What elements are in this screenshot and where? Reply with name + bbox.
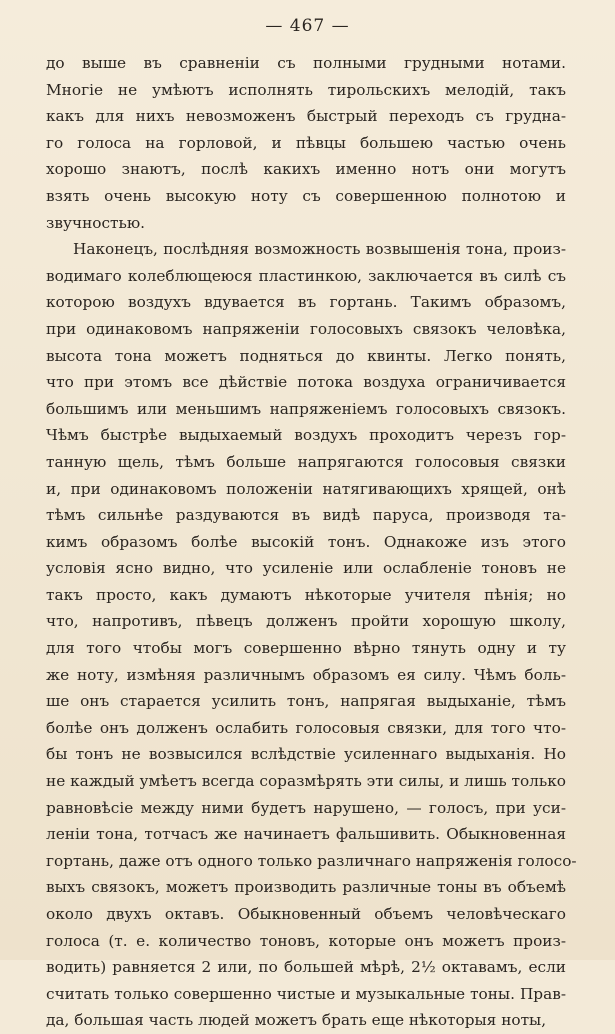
text-line: выхъ связокъ, можетъ производить различные тоны въ объемѣ [46, 878, 566, 897]
text-line: которою воздухъ вдувается въ гортань. Такимъ образомъ, [46, 293, 566, 312]
text-line: же ноту, измѣняя различнымъ образомъ ея силу. Чѣмъ боль- [46, 665, 566, 684]
text-line: считать только совершенно чистые и музыкальные тоны. Прав- [46, 984, 566, 1003]
text-line: Наконецъ, послѣдняя возможность возвышенія тона, произ- [73, 240, 566, 259]
text-line: да, большая часть людей можетъ брать еще нѣкоторыя ноты, [46, 1011, 547, 1030]
text-line: высота тона можетъ подняться до квинты. Легко понять, [46, 346, 566, 365]
paragraph-1 [46, 50, 566, 236]
text-line: водимаго колеблющеюся пластинкою, заключается въ силѣ съ [46, 266, 566, 285]
text-line: танную щель, тѣмъ больше напрягаются голосовыя связки [46, 452, 566, 471]
text-line: Многіе не умѣютъ исполнять тирольскихъ мелодій, такъ [46, 80, 566, 99]
text-line: Чѣмъ быстрѣе выдыхаемый воздухъ проходитъ черезъ гор- [46, 426, 566, 445]
text-line: до выше въ сравненіи съ полными грудными нотами. [46, 54, 566, 72]
text-line: какъ для нихъ невозможенъ быстрый переходъ съ грудна- [46, 107, 566, 126]
text-line: кимъ образомъ болѣе высокій тонъ. Однакоже изъ этого [46, 532, 566, 551]
text-line: условія ясно видно, что усиленіе или ослабленіе тоновъ не [46, 559, 566, 578]
text-line: болѣе онъ долженъ ослабить голосовыя связки, для того что- [46, 718, 566, 737]
text-line: звучностью. [46, 213, 146, 232]
text-line: го голоса на горловой, и пѣвцы большею частью очень [46, 133, 566, 152]
paragraph-2 [46, 236, 577, 1034]
text-line: такъ просто, какъ думаютъ нѣкоторые учителя пѣнія; но [46, 585, 566, 604]
text-line: для того чтобы могъ совершенно вѣрно тянуть одну и ту [46, 639, 566, 658]
text-line: тѣмъ сильнѣе раздуваются въ видѣ паруса, производя та- [46, 506, 566, 525]
text-line: гортань, даже отъ одного только различнаго напряженія голосо- [46, 851, 577, 870]
text-line: большимъ или меньшимъ напряженіемъ голосовыхъ связокъ. [46, 399, 566, 418]
text-line: при одинаковомъ напряженіи голосовыхъ связокъ человѣка, [46, 319, 566, 338]
text-line: взять очень высокую ноту съ совершенною полнотою и [46, 186, 566, 205]
text-line: что, напротивъ, пѣвецъ долженъ пройти хорошую школу, [46, 612, 566, 631]
text-line: что при этомъ все дѣйствіе потока воздуха ограничивается [46, 373, 566, 392]
text-line: не каждый умѣетъ всегда соразмѣрять эти силы, и лишь только [46, 772, 566, 791]
text-line: леніи тона, тотчасъ же начинаетъ фальшивить. Обыкновенная [46, 825, 566, 844]
text-line: равновѣсіе между ними будетъ нарушено, — голосъ, при уси- [46, 798, 566, 817]
text-line: около двухъ октавъ. Обыкновенный объемъ человѣческаго [46, 905, 566, 923]
text-line: и, при одинаковомъ положеніи натягивающихъ хрящей, онѣ [46, 479, 566, 498]
text-line: ше онъ старается усилить тонъ, напрягая выдыханіе, тѣмъ [46, 692, 566, 711]
page-number: — 467 — [265, 16, 350, 36]
body-text [46, 50, 577, 1034]
text-line: бы тонъ не возвысился вслѣдствіе усиленнаго выдыханія. Но [46, 745, 566, 764]
text-line: водить) равняется 2 или, по большей мѣрѣ, 2½ октавамъ, если [46, 958, 566, 977]
text-line: хорошо знаютъ, послѣ какихъ именно нотъ они могутъ [46, 160, 566, 179]
text-line: голоса (т. е. количество тоновъ, которые онъ можетъ произ- [46, 931, 566, 950]
